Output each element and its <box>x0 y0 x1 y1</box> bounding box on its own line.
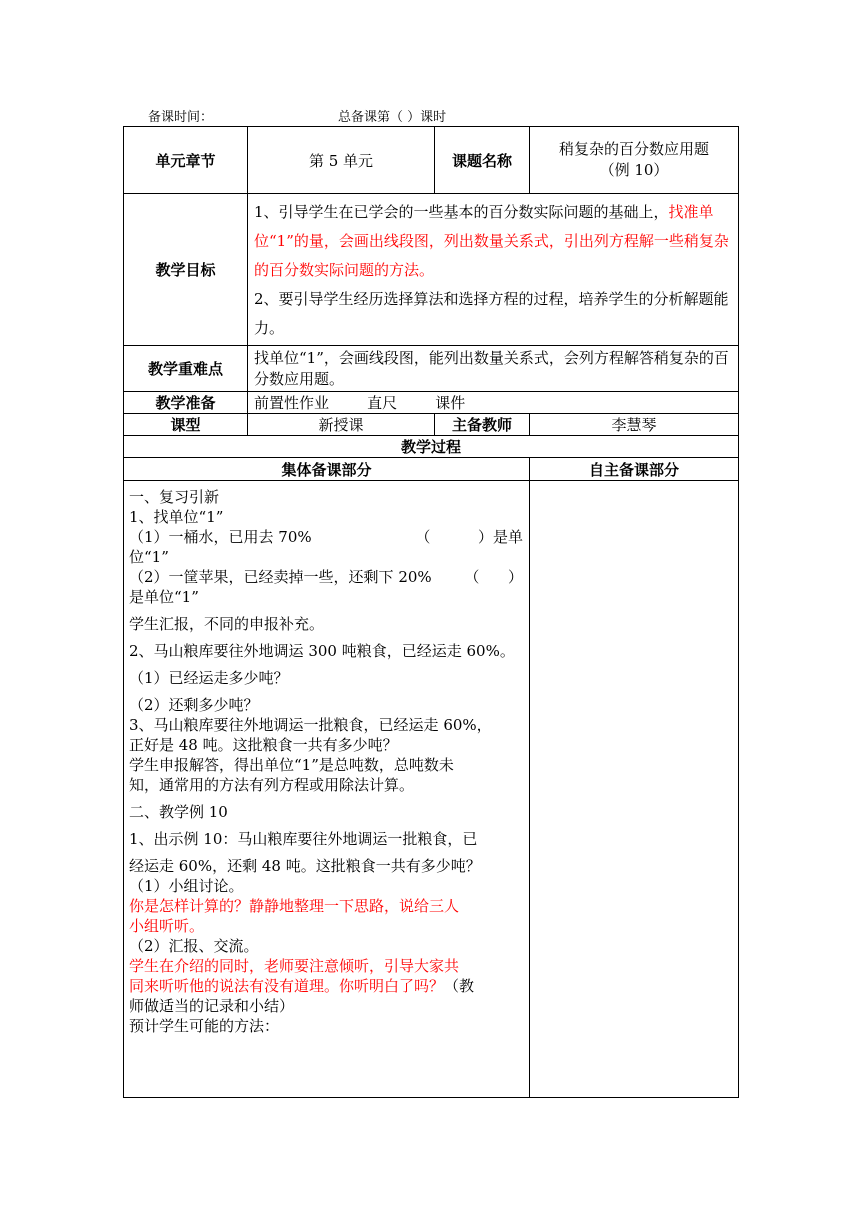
line: 3、马山粮库要往外地调运一批粮食，已经运走 60%， <box>129 716 492 734</box>
teacher-value: 李慧琴 <box>530 414 739 436</box>
type-row <box>124 414 739 436</box>
line: 知，通常用的方法有列方程或用除法计算。 <box>129 776 415 794</box>
prep-value: 前置性作业 直尺 课件 <box>248 392 739 414</box>
line: 学生申报解答，得出单位“1”是总吨数，总吨数未 <box>129 756 454 774</box>
prep-label: 教学准备 <box>124 392 248 414</box>
line: （1）小组讨论。 <box>129 877 244 895</box>
line: 师做适当的记录和小结） <box>129 997 295 1015</box>
topic-value <box>530 127 739 194</box>
line-part: （2）一筐苹果，已经卖掉一些，还剩下 20% <box>129 568 432 586</box>
objectives-label: 教学目标 <box>124 194 248 346</box>
objectives-row <box>124 194 739 346</box>
line: 正好是 48 吨。这批粮食一共有多少吨？ <box>129 736 398 754</box>
objective-2: 2、要引导学生经历选择算法和选择方程的过程，培养学生的分析解题能力。 <box>254 290 729 337</box>
unit-label: 单元章节 <box>124 127 248 194</box>
line: 预计学生可能的方法： <box>129 1017 280 1035</box>
prep-row <box>124 392 739 414</box>
line <box>129 567 523 587</box>
process-title-row <box>124 436 739 458</box>
topic-value-line2: （例 10） <box>599 161 669 179</box>
line: 1、出示例 10：马山粮库要往外地调运一批粮食，已 <box>129 830 478 848</box>
objective-1-part2: 找准单位“1”的量，会画出线段图，列出数量关系式，引出列方程解一些稍复杂的百分数实际问题的方法。 <box>254 203 729 279</box>
line-part: 同来听听他的说法有没有道理。你听明白了吗？ <box>129 977 445 995</box>
line: 你是怎样计算的？静静地整理一下思路，说给三人 <box>129 897 460 915</box>
process-title: 教学过程 <box>124 436 739 458</box>
teacher-label: 主备教师 <box>435 414 530 436</box>
prep-time-label: 备课时间： <box>148 110 214 125</box>
line-part: （ ）是单 <box>415 528 523 546</box>
line: 学生在介绍的同时，老师要注意倾听，引导大家共 <box>129 957 460 975</box>
key-points-row <box>124 346 739 392</box>
type-label: 课型 <box>124 414 248 436</box>
key-points-label: 教学重难点 <box>124 346 248 392</box>
line-part: （1）一桶水，已用去 70% <box>129 528 312 546</box>
process-header-row <box>124 458 739 481</box>
line: （1）已经运走多少吨？ <box>129 669 289 687</box>
line: 二、教学例 10 <box>129 803 228 821</box>
total-lesson-label: 总备课第（ ）课时 <box>338 110 447 125</box>
line: 小组听听。 <box>129 917 205 935</box>
process-body-row <box>124 481 739 1098</box>
line: 位“1” <box>129 548 169 566</box>
line: （2）汇报、交流。 <box>129 937 259 955</box>
objective-1-part1: 1、引导学生在已学会的一些基本的百分数实际问题的基础上， <box>254 203 669 221</box>
collective-content <box>124 481 530 1098</box>
topic-value-line1: 稍复杂的百分数应用题 <box>558 140 709 158</box>
unit-row <box>124 127 739 194</box>
objectives-value <box>248 194 739 346</box>
line-part: （教 <box>444 977 475 995</box>
line: 1、找单位“1” <box>129 508 224 526</box>
line <box>129 527 523 547</box>
line: 是单位“1” <box>129 588 199 606</box>
page-header <box>148 106 447 125</box>
line <box>129 976 523 996</box>
objective-1 <box>254 198 732 285</box>
line: 经运走 60%，还剩 48 吨。这批粮食一共有多少吨？ <box>129 857 481 875</box>
key-points-value: 找单位“1”，会画线段图，能列出数量关系式，会列方程解答稍复杂的百分数应用题。 <box>248 346 739 392</box>
self-header: 自主备课部分 <box>530 458 739 481</box>
unit-value: 第 5 单元 <box>248 127 435 194</box>
line: （2）还剩多少吨？ <box>129 696 259 714</box>
lesson-plan-table <box>123 126 739 1098</box>
self-content <box>530 481 739 1098</box>
collective-header: 集体备课部分 <box>124 458 530 481</box>
type-value: 新授课 <box>248 414 435 436</box>
line: 2、马山粮库要往外地调运 300 吨粮食，已经运走 60%。 <box>129 642 515 660</box>
line-part: （ ） <box>464 568 523 586</box>
line: 一、复习引新 <box>129 488 220 506</box>
topic-label: 课题名称 <box>435 127 530 194</box>
line: 学生汇报，不同的申报补充。 <box>129 615 325 633</box>
